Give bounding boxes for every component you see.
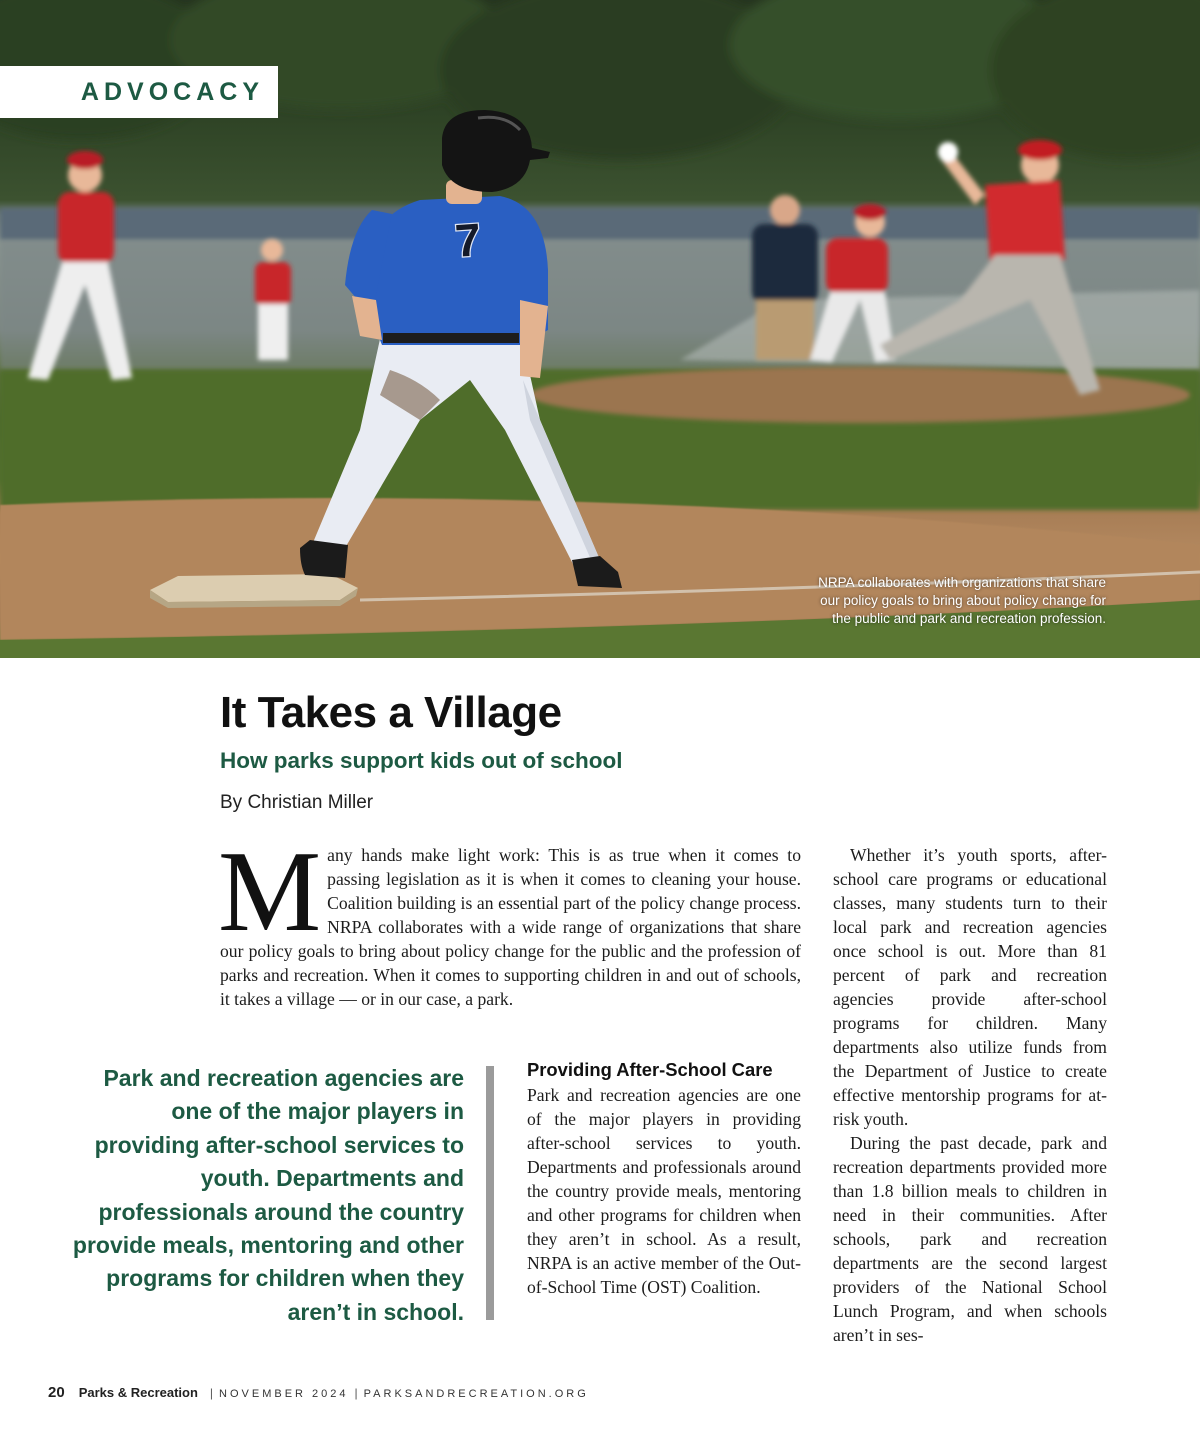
photo-caption: NRPA collaborates with organizations that share our policy goals to bring about policy change for the public and park and recreation profession. [818, 575, 1106, 626]
right-paragraph-2: During the past decade, park and recreation departments provided more than 1.8 billion meals to children in need in their communities. After schools, park and recreation departments are the second largest providers of the National School Lunch Program, and when schools aren’t in ses- [833, 1133, 1107, 1345]
pull-quote-divider [486, 1066, 494, 1320]
intro-paragraph [218, 828, 801, 1011]
hero-photo [0, 0, 1200, 658]
website-link[interactable]: PARKSANDRECREATION.ORG [363, 1388, 589, 1400]
footer-separator: | [354, 1386, 358, 1400]
base [150, 574, 358, 608]
footer-separator: | [209, 1386, 214, 1400]
intro-text: any hands make light work: This is as true when it comes to passing legislation as it is when it comes to cleaning your house. Coalition building is an essential part of the policy change process. NRPA collaborates with a wide range of organizations that share our policy goals to bring about policy change for the public and the profession of parks and recreation. When it comes to supporting children in and out of schools, it takes a village — or in our case, a park. [220, 845, 801, 1009]
page-footer [48, 1384, 589, 1401]
section-paragraph: Park and recreation agencies are one of the major players in providing after-school services to youth. Departments and professionals around the country provide meals, mentoring and other programs for children when they aren’t in school. As a result, NRPA is an active member of the Out-of-School Time (OST) Coalition. [527, 1085, 801, 1297]
article-subtitle: How parks support kids out of school [220, 748, 623, 773]
right-column [833, 843, 1107, 1347]
section-heading: Providing After-School Care [527, 1059, 773, 1080]
pull-quote: Park and recreation agencies are one of the major players in providing after-school services to youth. Departments and professionals around the country provide meals, mentoring and other programs for children when they aren’t in school. [72, 1065, 464, 1325]
issue-date: NOVEMBER 2024 [219, 1388, 349, 1400]
article-title: It Takes a Village [220, 688, 562, 737]
drop-cap: M [218, 828, 322, 956]
page-number: 20 [48, 1384, 65, 1401]
jersey-number: 7 [453, 213, 483, 267]
right-paragraph-1: Whether it’s youth sports, after-school care programs or educational classes, many students turn to their local park and recreation agencies once school is out. More than 81 percent of park and recreation agencies provide after-school programs for children. Many departments also utilize funds from the Department of Justice to create effective mentorship programs for at-risk youth. [833, 845, 1107, 1129]
section-tag: ADVOCACY [0, 66, 278, 118]
magazine-name: Parks & Recreation [78, 1385, 198, 1400]
byline: By Christian Miller [220, 792, 374, 813]
